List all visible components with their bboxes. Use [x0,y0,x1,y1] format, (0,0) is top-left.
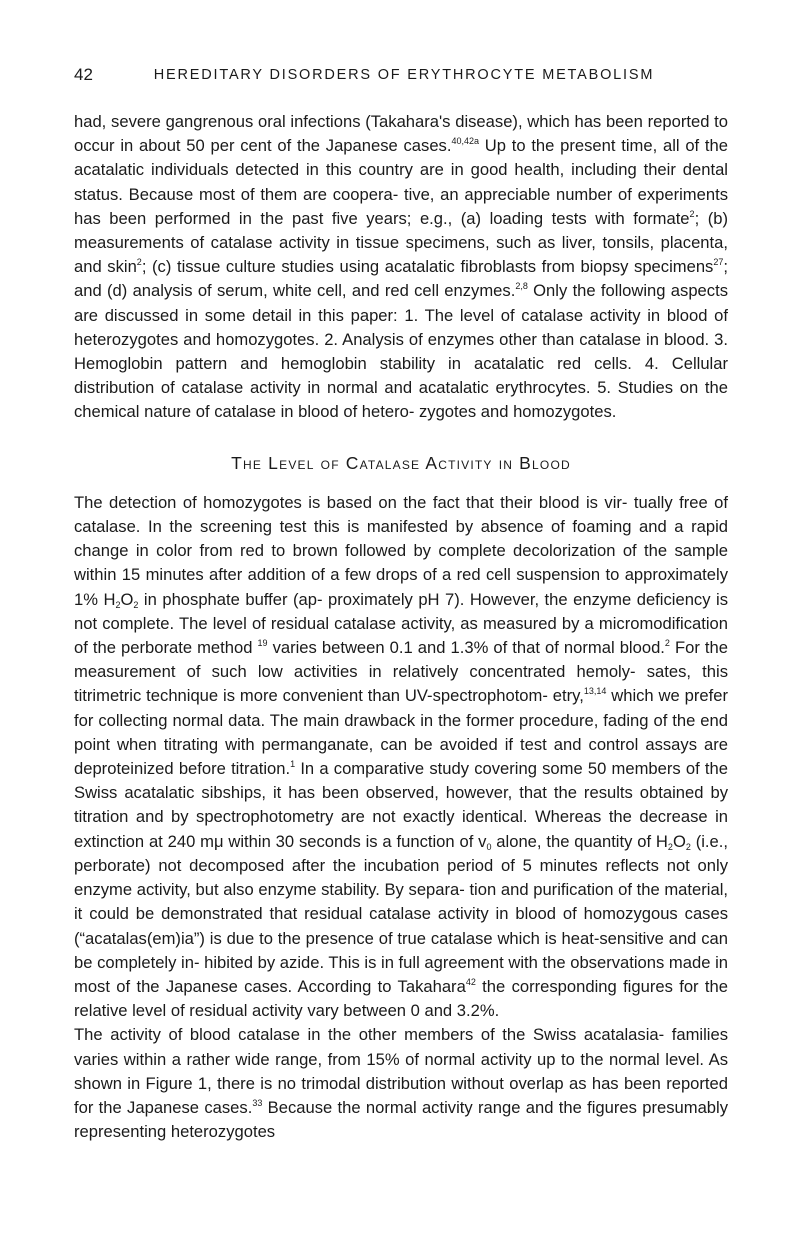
page-body [74,110,728,1144]
paragraph-3 [74,1023,728,1144]
text-run: The detection of homozygotes is based on the fact that their blood is vir- tually free of catalase. In the screening test this is manifested by absence of foaming and a rapid change in color from red to brown followed by complete decolorization of the sample within 15 minutes after addition of a few drops of a red cell suspension to approximately 1% H [74,492,728,609]
text-run: O [672,831,686,851]
reference-marker: 2 [664,638,670,649]
reference-marker: 13,14 [583,686,607,697]
reference-marker: 42 [465,976,476,987]
text-run: For the measurement of such low activities in relatively concentrated hemoly- sates, this titrimetric technique is more convenient than UV-spectrophotom- etry, [74,638,729,706]
text-run: The activity of blood catalase in the other members of the Swiss acatalasia- families varies within a rather wide range, from 15% of normal activity up to the normal level. As shown in Figure 1, there is no trimodal distribution without overlap as has been reported for the Japanese cases. [74,1025,728,1117]
text-run: O [120,589,134,609]
text-run: (i.e., perborate) not decomposed after the incubation period of 5 minutes reflects not only enzyme activity, but also enzyme stability. By separa- tion and purification of the material, it could be demonstrated that residual catalase activity in blood of homozygous cases (“acatalas(em)ia”) is due to the presence of true catalase which is heat-sensitive and can be completely in- hibited by azide. This is in full agreement with the observations made in most of the Japanese cases. According to Takahara [74,831,728,996]
subscript: 2 [133,599,139,610]
text-run: Up to the present time, all of the acatalatic individuals detected in this country are in good health, including their dental status. Because most of them are coopera- tive, an appreciable number of experiments has been performed in the past five years; e.g., (a) loading tests with formate [74,136,728,228]
text-run: alone, the quantity of H [491,831,668,851]
page-header [74,62,734,88]
text-run: in phosphate buffer (ap- proximately pH 7). However, the enzyme deficiency is not complete. The level of residual catalase activity, as measured by a micromodification of the perborate method [74,589,728,658]
section-heading: The Level of Catalase Activity in Blood [231,452,571,473]
reference-marker: 2 [136,257,142,268]
reference-marker: 2 [689,208,695,219]
reference-marker: 1 [290,759,296,770]
subscript: 2 [115,599,121,610]
text-run: the corresponding figures for the relative level of residual activity vary between 0 and 3.2%. [74,976,728,1021]
text-run: ; (c) tissue culture studies using acatalatic fibroblasts from biopsy specimens [141,257,714,277]
paragraph-2 [74,491,728,1023]
text-run: ; (b) measurements of catalase activity in tissue specimens, such as liver, tonsils, placenta, and skin [74,208,728,277]
text-run: In a comparative study covering some 50 members of the Swiss acatalatic sibships, it has been observed, however, that the results obtained by titration and by spectrophotometry are not exactly identical. Whereas the decrease in extinction at 240 mμ within 30 seconds is a function of v [74,759,729,851]
reference-marker: 2,8 [515,281,528,292]
paragraph-1 [74,110,728,425]
reference-marker: 40,42a [451,136,479,147]
text-run: Because the normal activity range and the figures presumably representing heterozygotes [74,1097,729,1142]
text-run: Only the following aspects are discussed in some detail in this paper: 1. The level of catalase activity in blood of heterozygotes and homozygotes. 2. Analysis of enzymes other than catalase in blood. 3. Hemoglobin pattern and hemoglobin stability in acatalatic red cells. 4. Cellular distribution of catalase activity in normal and acatalatic erythrocytes. 5. Studies on the chemical nature of catalase in blood of hetero- zygotes and homozygotes. [74,281,728,422]
text-run: varies between 0.1 and 1.3% of that of normal blood. [267,638,665,658]
subscript: 0 [486,841,492,852]
reference-marker: 33 [252,1097,263,1108]
page-number: 42 [74,65,93,84]
reference-marker: 27 [713,257,724,268]
running-title: HEREDITARY DISORDERS OF ERYTHROCYTE METABOLISM [153,67,655,83]
text-run: had, severe gangrenous oral infections (Takahara's disease), which has been reported to occur in about 50 per cent of the Japanese cases. [74,112,728,156]
text-run: ; and (d) analysis of serum, white cell, and red cell enzymes. [74,257,728,301]
reference-marker: 19 [257,638,268,649]
subscript: 2 [667,841,673,852]
text-run: which we prefer for collecting normal data. The main drawback in the former procedure, fading of the end point when titrating with permanganate, can be avoided if test and control assays are deproteinized before titration. [74,686,728,779]
subscript: 2 [685,841,691,852]
